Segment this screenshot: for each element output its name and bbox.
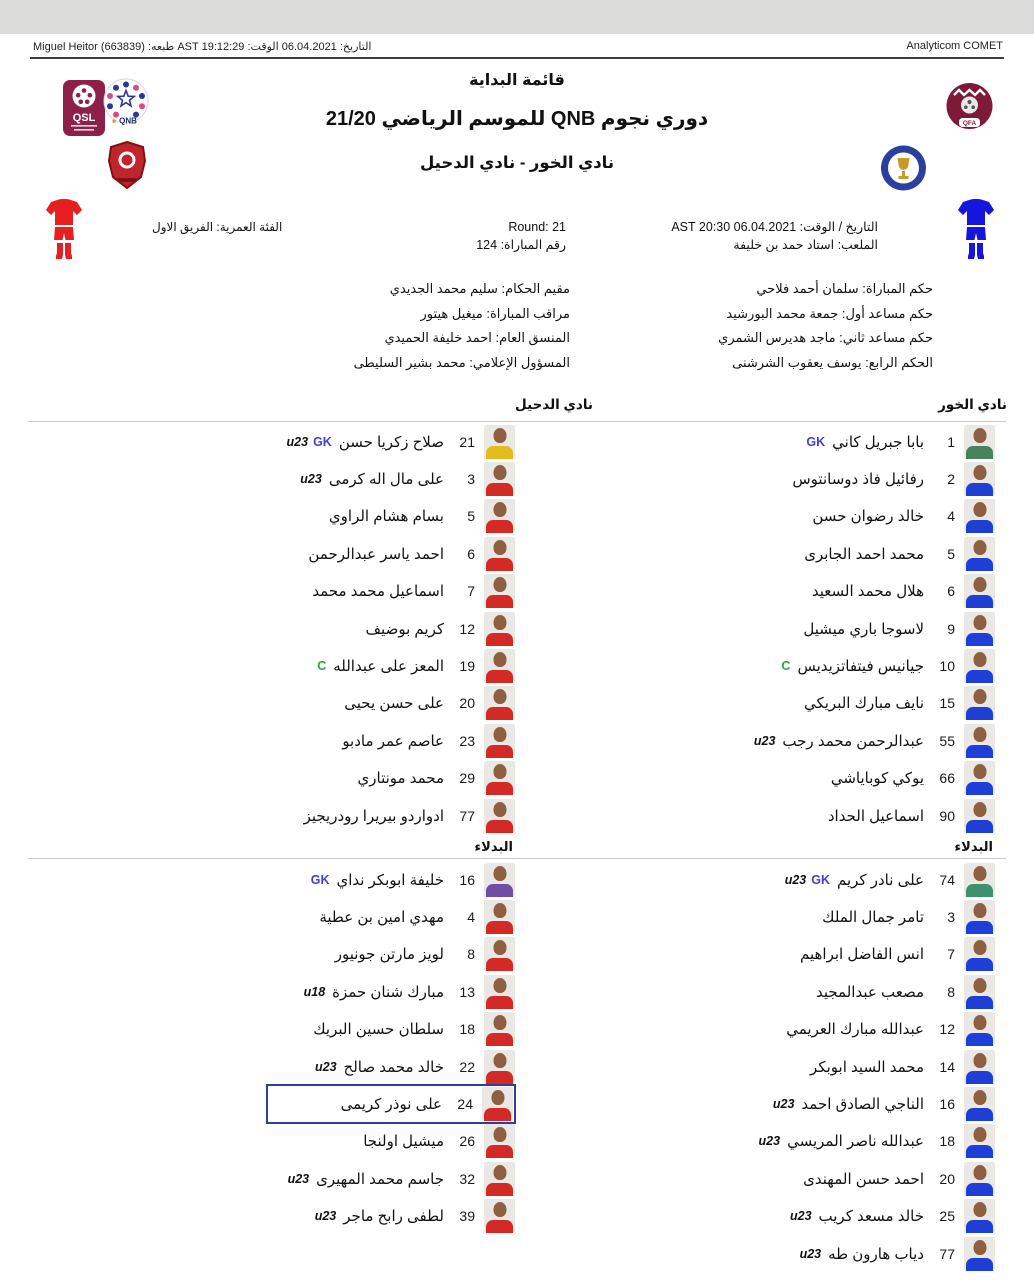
player-row [536,573,996,610]
player-name: عبدالله مبارك العريمي [786,1021,924,1039]
player-row [536,1160,996,1197]
player-name: على حسن يحيى [344,695,444,713]
scan-edge [0,0,1034,34]
official-line: مقيم الحكام: سليم محمد الجديدي [389,281,570,296]
player-photo [964,425,995,459]
player-name: بابا جبريل كاني [832,433,924,451]
player-name: خليفة ابوبكر نداي [336,871,444,889]
player-row [536,722,996,759]
qnb-stars-league-logo [103,77,149,135]
player-photo [964,900,995,934]
player-row [536,797,996,834]
player-row [536,1011,996,1048]
duhail-starters-list [56,423,516,834]
age-category: الفئة العمرية: الفريق الاول [152,220,283,234]
player-name: كريم بوضيف [365,620,444,638]
player-row [56,936,516,973]
player-row [56,1048,516,1085]
player-photo [484,799,515,833]
player-number: 77 [939,1245,955,1262]
player-row [536,1085,996,1122]
player-name: ادواردو بيريرا رودريجيز [303,807,444,825]
player-name: لاسوجا باري ميشيل [803,620,924,638]
official-line: المسؤول الإعلامي: محمد بشير السليطى [353,354,570,370]
player-row [536,535,996,572]
fixture-title: نادي الخور - نادي الدحيل [419,154,615,172]
player-name: صلاح زكريا حسن [338,433,444,451]
badge-u23: u23 [784,872,807,887]
player-name: على مال اله كرمى [328,471,444,489]
badge-u23: u23 [315,1059,337,1074]
player-name: لطفى رابح ماجر [343,1208,444,1226]
player-photo [964,462,995,496]
player-name: خالد مسعد كريب [818,1208,924,1226]
player-number: 3 [947,909,955,926]
player-row [536,760,996,797]
player-photo [484,1124,515,1158]
player-photo [964,1012,995,1046]
player-name: محمد احمد الجابرى [804,545,924,563]
player-number: 39 [459,1208,475,1225]
player-photo [964,724,995,758]
player-number: 22 [459,1058,475,1075]
player-row [56,535,516,572]
player-photo [484,761,515,795]
badge-gk: GK [811,872,830,887]
player-name: يوكي كوباياشي [830,770,924,788]
official-line: مراقب المباراة: ميغيل هيتور [420,305,570,321]
badge-u23: u23 [300,472,322,487]
player-photo [964,863,995,897]
badge-u23: u23 [314,1209,337,1224]
player-number: 7 [947,946,955,963]
player-name: مصعب عبدالمجيد [815,983,924,1001]
player-row [56,1085,516,1122]
player-number: 19 [459,658,475,675]
player-number: 5 [947,545,955,562]
player-name: احمد ياسر عبدالرحمن [308,545,444,563]
print-info: التاريخ: 06.04.2021 الوقت: AST 19:12:29 طبعه: Miguel Heitor (663839) [33,41,372,53]
round-info [420,218,566,254]
player-name: عبدالرحمن محمد رجب [782,732,924,750]
player-row [536,898,996,935]
player-row [536,973,996,1010]
player-number: 9 [947,620,955,637]
player-row [536,610,996,647]
player-row [56,1160,516,1197]
player-row [536,685,996,722]
player-number: 4 [947,508,955,525]
player-row [56,973,516,1010]
player-name: الناجي الصادق احمد [801,1096,924,1114]
badge-u23: u23 [286,434,309,449]
player-number: 21 [459,433,475,450]
player-number: 3 [467,471,475,488]
player-number: 7 [467,583,475,600]
player-photo [482,1087,513,1121]
player-photo [964,537,995,571]
player-number: 29 [459,770,475,787]
player-row [536,936,996,973]
player-row [536,498,996,535]
svg-text:QNB: QNB [119,116,137,126]
player-row [56,610,516,647]
divider [28,421,1006,422]
khor-subs-list [536,861,996,1272]
player-photo [964,1050,995,1084]
player-photo [964,975,995,1009]
player-name: جاسم محمد المهيرى [316,1170,444,1188]
khor-starters-list [536,423,996,834]
official-line: حكم مساعد ثاني: ماجد هديرس الشمري [718,330,933,345]
badge-u23: u23 [753,733,776,748]
player-photo [484,724,515,758]
badge-u23: u23 [758,1134,781,1149]
player-number: 14 [939,1058,955,1075]
player-photo [964,649,995,683]
player-photo [964,937,995,971]
player-name: نايف مبارك البريكي [803,695,924,713]
player-photo [484,1012,515,1046]
player-name: احمد حسن المهندى [803,1170,924,1188]
player-photo [484,537,515,571]
player-name: على نوذر كريمى [340,1096,442,1114]
player-photo [964,574,995,608]
player-name: هلال محمد السعيد [811,583,924,601]
player-number: 6 [467,545,475,562]
player-photo [484,863,515,897]
player-photo [964,1162,995,1196]
player-row [536,1235,996,1272]
player-number: 8 [947,983,955,1000]
round-number: Round: 21 [508,220,566,234]
player-number: 6 [947,583,955,600]
player-number: 20 [459,695,475,712]
badge-u23: u23 [772,1097,795,1112]
player-row [56,1123,516,1160]
badge-u23: u23 [287,1171,310,1186]
player-name: عاصم عمر مادبو [342,732,444,750]
player-row [56,498,516,535]
player-name: اسماعيل محمد محمد [312,583,444,601]
player-name: محمد السيد ابوبكر [810,1058,924,1076]
player-photo [484,649,515,683]
player-name: خالد رضوان حسن [812,508,924,526]
player-name: المعز على عبدالله [333,658,444,676]
badge-c: C [317,659,327,674]
player-photo [964,1237,995,1271]
player-row [56,722,516,759]
subs-label-khor: البدلاء [954,839,993,854]
badge-gk: GK [313,434,332,449]
player-number: 20 [939,1170,955,1187]
player-number: 16 [459,871,475,888]
player-row [536,423,996,460]
match-venue: الملعب: استاد حمد بن خليفة [733,238,878,252]
badge-u23: u23 [789,1209,812,1224]
player-number: 15 [939,695,955,712]
header-rule [30,57,1004,59]
player-row [56,573,516,610]
player-photo [964,686,995,720]
player-row [536,861,996,898]
duhail-subs-list [56,861,516,1235]
official-line: حكم مساعد أول: جمعة محمد البورشيد [726,305,933,321]
player-row [536,1123,996,1160]
player-row [56,423,516,460]
player-row [56,647,516,684]
player-number: 18 [939,1133,955,1150]
player-name: بسام هشام الراوي [328,508,444,526]
player-name: لويز مارتن جونيور [334,946,444,964]
svg-text:QSL: QSL [72,112,96,124]
player-name: تامر جمال الملك [822,909,924,927]
player-name: سلطان حسين البريك [313,1021,444,1039]
player-number: 77 [459,807,475,824]
player-photo [484,937,515,971]
player-number: 13 [459,983,475,1000]
player-row [56,685,516,722]
datetime-venue [671,218,878,254]
player-row [536,460,996,497]
player-number: 2 [947,471,955,488]
player-photo [964,1199,995,1233]
player-number: 12 [459,620,475,637]
player-row [56,1198,516,1235]
player-photo [964,612,995,646]
player-photo [964,1124,995,1158]
qsl-logo [62,79,106,137]
player-photo [484,499,515,533]
player-row [56,1011,516,1048]
team-name-khor: نادي الخور [938,397,1007,412]
player-name: انس الفاضل ابراهيم [800,946,924,964]
official-line: حكم المباراة: سلمان أحمد فلاحي [756,281,933,296]
player-photo [484,425,515,459]
official-line: المنسق العام: احمد خليفة الحميدي [384,330,570,345]
player-number: 26 [459,1133,475,1150]
player-row [536,1198,996,1235]
player-name: مهدي امين بن عطية [319,909,444,927]
svg-text:QFA: QFA [962,120,977,127]
player-photo [964,1087,995,1121]
player-number: 1 [947,433,955,450]
match-datetime: التاريخ / الوقت: AST 20:30 06.04.2021 [671,220,878,234]
player-photo [964,761,995,795]
player-row [536,1048,996,1085]
player-number: 74 [939,871,955,888]
player-row [56,460,516,497]
match-officials [718,277,933,375]
khor-kit-icon [956,199,996,265]
player-number: 12 [939,1021,955,1038]
player-photo [484,686,515,720]
badge-gk: GK [310,872,330,887]
player-number: 32 [459,1170,475,1187]
player-photo [484,462,515,496]
player-number: 16 [939,1096,955,1113]
player-name: عبدالله ناصر المريسي [787,1133,924,1151]
player-photo [484,1050,515,1084]
player-number: 25 [939,1208,955,1225]
player-number: 5 [467,508,475,525]
player-photo [484,574,515,608]
player-number: 55 [939,732,955,749]
player-photo [964,499,995,533]
subs-label-duhail: البدلاء [474,839,513,854]
match-number: رقم المباراة: 124 [476,238,566,252]
player-name: على نادر كريم [837,871,924,889]
player-name: رفائيل فاذ دوسانتوس [792,471,924,489]
player-row [56,861,516,898]
document-title: قائمة البداية [469,72,565,89]
player-number: 4 [467,909,475,926]
player-name: دياب هارون طه [828,1245,924,1263]
team-name-duhail: نادي الدحيل [515,397,593,412]
player-photo [484,612,515,646]
player-name: جيانيس فيتفاتزيديس [797,658,924,676]
duhail-kit-icon [44,199,84,265]
competition-title: دوري نجوم QNB للموسم الرياضي 21/20 [325,108,709,130]
khor-crest [880,145,927,191]
player-photo [964,799,995,833]
player-photo [484,1199,515,1233]
divider [28,858,1006,859]
badge-gk: GK [806,434,826,449]
app-name: Analyticom COMET [906,40,1003,52]
player-number: 90 [939,807,955,824]
badge-u18: u18 [303,984,326,999]
player-number: 23 [459,732,475,749]
player-name: خالد محمد صالح [343,1058,444,1076]
duhail-crest [107,141,147,189]
player-photo [484,975,515,1009]
player-name: ميشيل اولنجا [363,1133,444,1151]
qfa-logo [946,81,993,131]
player-number: 10 [939,658,955,675]
badge-u23: u23 [799,1246,822,1261]
player-name: اسماعيل الحداد [827,807,924,825]
player-row [56,898,516,935]
player-photo [484,1162,515,1196]
player-number: 18 [459,1021,475,1038]
player-name: مبارك شنان حمزة [332,983,444,1001]
official-line: الحكم الرابع: يوسف يعقوب الشرشنى [732,354,933,370]
player-number: 66 [939,770,955,787]
player-row [56,760,516,797]
player-photo [484,900,515,934]
admin-officials [354,277,570,375]
player-row [536,647,996,684]
player-name: محمد مونتاري [357,770,444,788]
player-row [56,797,516,834]
player-number: 24 [457,1096,473,1113]
player-number: 8 [467,946,475,963]
badge-c: C [781,659,791,674]
